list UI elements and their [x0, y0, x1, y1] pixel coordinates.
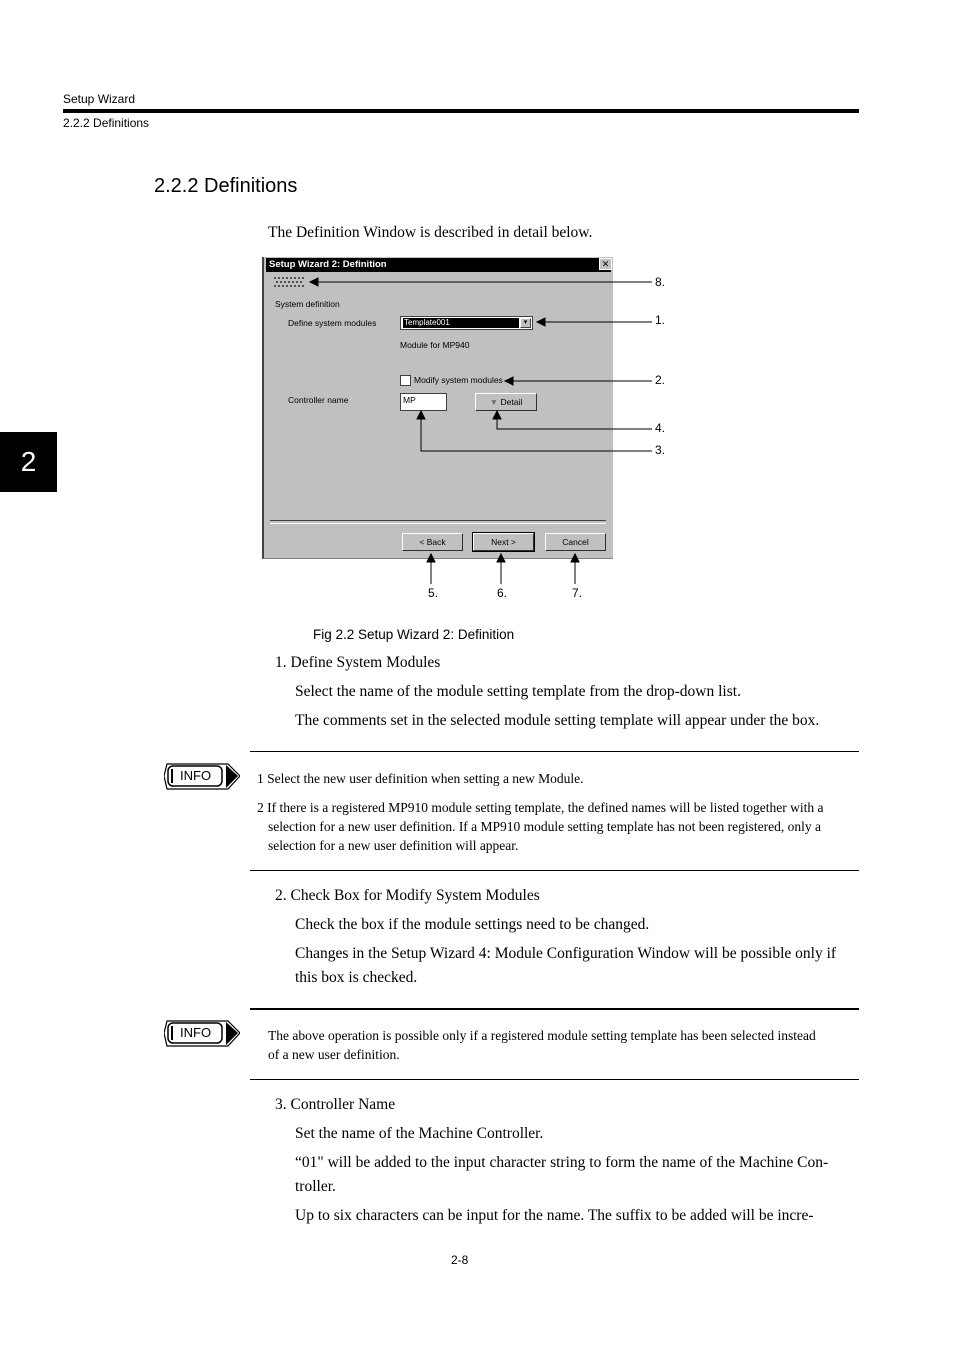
item1-para1: Select the name of the module setting template from the drop-down list. [295, 683, 741, 700]
chevron-down-icon[interactable]: ▾ [520, 318, 531, 328]
callout-6: 6. [497, 586, 508, 600]
item3-para2-line2: troller. [295, 1178, 336, 1195]
info1-note1: 1 Select the new user definition when setting a new Module. [257, 771, 584, 786]
intro-text: The Definition Window is described in detail below. [268, 224, 593, 241]
item2-para2-line2: this box is checked. [295, 969, 418, 986]
controller-name-input[interactable]: MP [400, 393, 447, 411]
module-comment: Module for MP940 [400, 340, 470, 350]
info2-line1: The above operation is possible only if a registered module setting template has been selected instead [268, 1028, 816, 1043]
figure-caption: Fig 2.2 Setup Wizard 2: Definition [313, 627, 515, 642]
dialog-title: Setup Wizard 2: Definition [266, 258, 611, 272]
arrowhead-4 [493, 411, 501, 419]
item3-para1: Set the name of the Machine Controller. [295, 1125, 544, 1142]
callout-line-4 [497, 419, 652, 429]
define-system-modules-label: Define system modules [288, 318, 377, 328]
triangle-down-icon: ▼ [489, 397, 499, 407]
info2-rule-top [250, 1008, 859, 1010]
info2-label: INFO [180, 1025, 212, 1040]
arrowhead-2 [505, 377, 513, 385]
info1-rule-bottom [250, 870, 859, 871]
callout-lines [0, 0, 954, 620]
arrowhead-7 [571, 554, 579, 562]
next-button[interactable]: Next > [473, 533, 534, 551]
callout-3: 3. [655, 443, 666, 457]
arrowhead-3 [417, 411, 425, 419]
callout-2: 2. [655, 373, 666, 387]
combo-selected-value: Template001 [403, 318, 519, 328]
info1-note2-line2: selection for a new user definition. If a MP910 module setting template has not been registered, only a [268, 819, 821, 834]
arrowhead-1 [537, 318, 545, 326]
arrowhead-8 [310, 278, 318, 286]
running-header-subsection: 2.2.2 Definitions [63, 116, 150, 130]
item3-para2-line1: “01" will be added to the input character string to form the name of the Machine Con- [295, 1154, 829, 1171]
arrowhead-6 [497, 554, 505, 562]
info1-rule-top [250, 751, 859, 752]
section-title: 2.2.2 Definitions [154, 175, 298, 197]
info2-line2: of a new user definition. [268, 1047, 400, 1062]
item3-heading: 3. Controller Name [275, 1096, 396, 1113]
cancel-button[interactable]: Cancel [545, 533, 606, 551]
callout-line-3 [421, 419, 652, 451]
item3-para3: Up to six characters can be input for the name. The suffix to be added will be incre- [295, 1207, 814, 1224]
detail-button-label: Detail [500, 397, 523, 407]
callout-4: 4. [655, 421, 666, 435]
chapter-tab: 2 [0, 432, 57, 492]
item1-heading: 1. Define System Modules [275, 654, 441, 671]
running-header-section: Setup Wizard [63, 92, 136, 106]
close-icon[interactable]: ✕ [599, 258, 612, 270]
callout-5: 5. [428, 586, 439, 600]
info1-note2-line3: selection for a new user definition will appear. [268, 838, 519, 853]
modify-system-modules-label: Modify system modules [414, 375, 503, 385]
controller-name-label: Controller name [288, 395, 349, 405]
item1-para2: The comments set in the selected module setting template will appear under the box. [295, 712, 820, 729]
item2-para1: Check the box if the module settings need to be changed. [295, 916, 650, 933]
item2-para2-line1: Changes in the Setup Wizard 4: Module Configuration Window will be possible only if [295, 945, 837, 962]
info1-note2-line1: 2 If there is a registered MP910 module setting template, the defined names will be listed together with a [257, 800, 824, 815]
info2-rule-bottom [250, 1079, 859, 1080]
arrowhead-5 [427, 554, 435, 562]
page-number: 2-8 [451, 1253, 469, 1267]
item2-heading: 2. Check Box for Modify System Modules [275, 887, 540, 904]
callout-1: 1. [655, 313, 666, 327]
callout-7: 7. [572, 586, 583, 600]
info1-label: INFO [180, 768, 212, 783]
callout-8: 8. [655, 275, 666, 289]
system-definition-label: System definition [275, 299, 340, 309]
back-button[interactable]: < Back [402, 533, 463, 551]
